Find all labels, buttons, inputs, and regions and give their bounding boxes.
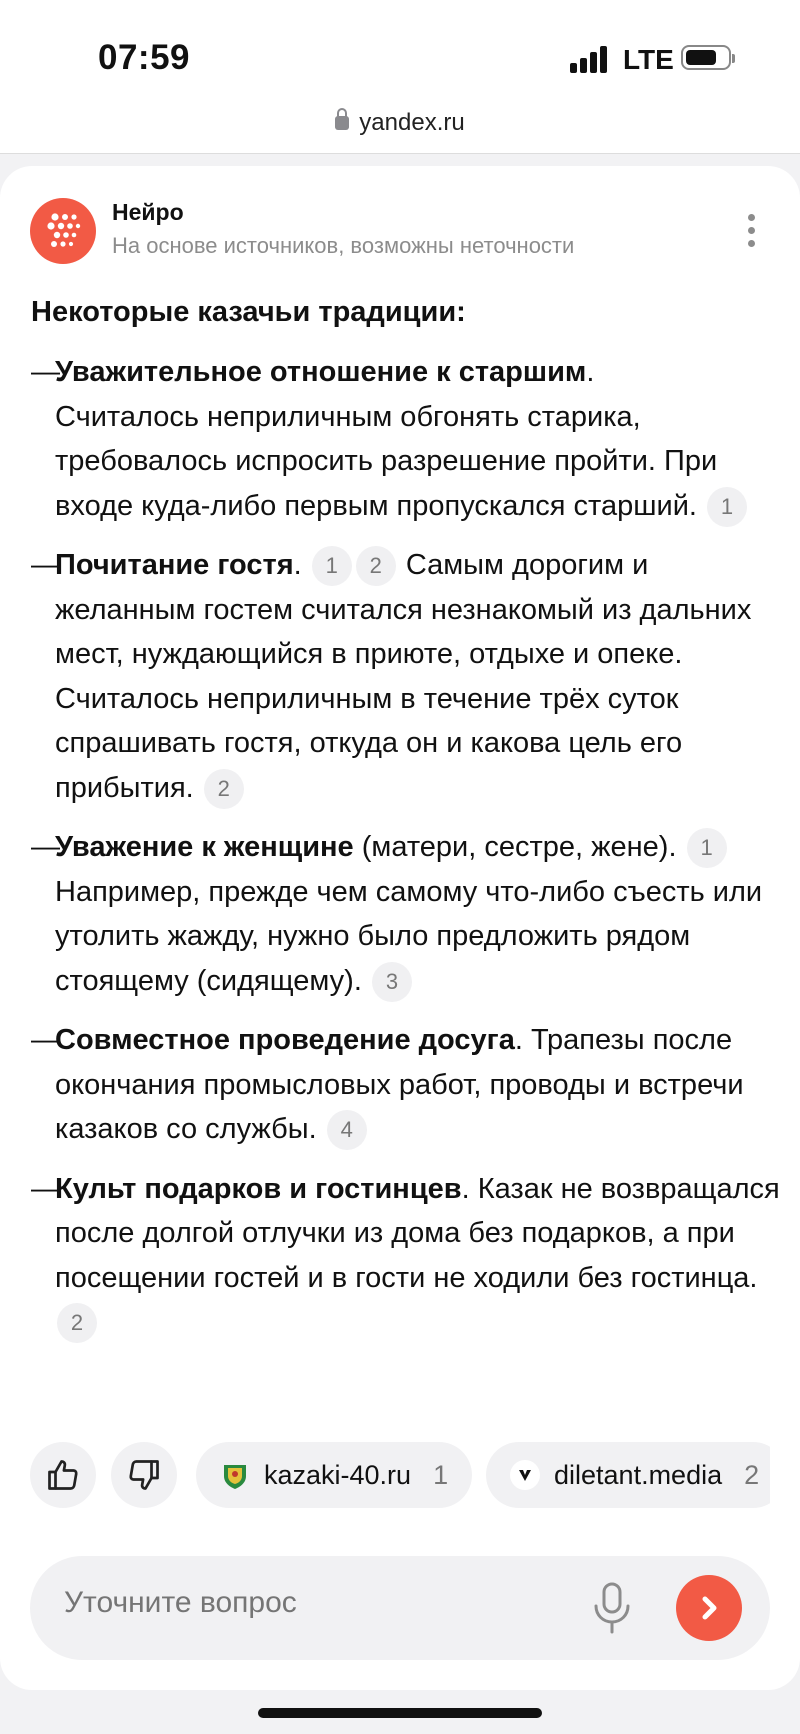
answer-title: Нейро xyxy=(112,199,184,225)
citation-badge[interactable]: 3 xyxy=(372,962,412,1002)
feedback-and-sources-row xyxy=(30,1442,770,1508)
question-input-box xyxy=(30,1556,770,1660)
item-text: Например, прежде чем самому что-либо съесть или утолить жажду, нужно было предложить рядом стоящему (сидящему). xyxy=(55,875,763,997)
item-after-title: . xyxy=(514,1024,523,1056)
network-type: LTE xyxy=(623,44,674,75)
list-item: — Совместное проведение досуга. Трапезы после окончания промысловых работ, проводы и встречи казаков со службы. 4 xyxy=(31,1018,781,1152)
list-item: — Культ подарков и гостинцев. Казак не возвращался после долгой отлучки из дома без подарков, а при посещении гостей и в гости не ходили без гостинца. 2 xyxy=(31,1167,781,1345)
list-item: — Уважение к женщине (матери, сестре, жене). 1 Например, прежде чем самому что-либо съесть или утолить жажду, нужно было предложить рядом стоящему (сидящему). 3 xyxy=(31,825,781,1003)
item-text: Считалось неприличным обгонять старика, требовалось испросить разрешение пройти. При входе куда-либо первым пропускался старший. xyxy=(55,400,718,522)
item-text: Казак не возвращался после долгой отлучки из дома без подарков, а при посещении гостей и в гости не ходили без гостинца. xyxy=(55,1172,780,1294)
coat-of-arms-icon xyxy=(220,1460,250,1490)
item-title: Почитание гостя xyxy=(55,549,294,581)
send-button[interactable] xyxy=(676,1575,742,1641)
citation-badge[interactable]: 2 xyxy=(204,769,244,809)
list-item: — Уважительное отношение к старшим. Считалось неприличным обгонять старика, требовалось испросить разрешение пройти. При входе куда-либо первым пропускался старший. 1 xyxy=(31,350,781,528)
battery-icon xyxy=(681,45,731,70)
citation-badge[interactable]: 4 xyxy=(327,1110,367,1150)
answer-subtitle: На основе источников, возможны неточности xyxy=(112,233,575,258)
question-input[interactable] xyxy=(64,1586,504,1620)
chevron-right-icon xyxy=(694,1593,724,1623)
source-chip[interactable] xyxy=(196,1442,472,1508)
item-after-title: . xyxy=(461,1172,470,1205)
neuro-logo-icon xyxy=(30,198,96,264)
item-text: Самым дорогим и желанным гостем считался незнакомый из дальних мест, нуждающийся в приюте, отдыхе и опеке. Считалось неприличным в течение трёх суток спрашивать гостя, откуда он и какова цель его прибытия. xyxy=(55,549,752,804)
lock-icon xyxy=(335,116,349,130)
citation-badge[interactable]: 2 xyxy=(356,546,396,586)
source-chip[interactable] xyxy=(486,1442,770,1508)
dislike-button[interactable] xyxy=(111,1442,177,1508)
sources-scroller[interactable] xyxy=(196,1442,770,1508)
list-item: — Почитание гостя. 1 2 Самым дорогим и желанным гостем считался незнакомый из дальних мест, нуждающийся в приюте, отдыхе и опеке. Считалось неприличным в течение трёх суток спрашивать гостя, откуда он и какова цель его прибытия. 2 xyxy=(31,543,781,810)
item-after-title: . xyxy=(586,356,595,388)
traditions-list xyxy=(31,350,781,1360)
source-name: diletant.media xyxy=(554,1459,723,1490)
citation-badge[interactable]: 1 xyxy=(312,546,352,586)
citation-badge[interactable]: 2 xyxy=(57,1303,97,1343)
item-title: Уважение к женщине xyxy=(55,831,354,863)
address-bar[interactable] xyxy=(0,105,800,154)
more-vertical-icon[interactable] xyxy=(748,214,756,248)
source-number: 1 xyxy=(433,1459,449,1490)
like-button[interactable] xyxy=(30,1442,96,1508)
source-name: kazaki-40.ru xyxy=(264,1459,412,1490)
item-title: Уважительное отношение к старшим xyxy=(55,356,587,388)
status-time: 07:59 xyxy=(98,38,191,77)
diletant-logo-icon xyxy=(510,1460,540,1490)
item-title: Совместное проведение досуга xyxy=(55,1024,515,1056)
answer-card xyxy=(0,166,800,1690)
item-text: Трапезы после окончания промысловых работ, проводы и встречи казаков со службы. xyxy=(55,1024,744,1145)
microphone-icon[interactable] xyxy=(590,1580,634,1636)
citation-badge[interactable]: 1 xyxy=(687,828,727,868)
thumbs-down-icon xyxy=(126,1457,162,1493)
item-title: Культ подарков и гостинцев xyxy=(55,1172,462,1205)
answer-heading: Некоторые казачьи традиции: xyxy=(31,296,466,328)
item-after-title: . xyxy=(293,549,302,581)
thumbs-up-icon xyxy=(45,1457,81,1493)
url-text: yandex.ru xyxy=(359,109,465,136)
citation-badge[interactable]: 1 xyxy=(707,487,747,527)
item-after-title: (матери, сестре, жене). xyxy=(353,831,677,863)
status-bar xyxy=(0,0,800,105)
home-indicator[interactable] xyxy=(258,1708,542,1718)
signal-icon xyxy=(570,45,610,73)
source-number: 2 xyxy=(744,1459,760,1490)
